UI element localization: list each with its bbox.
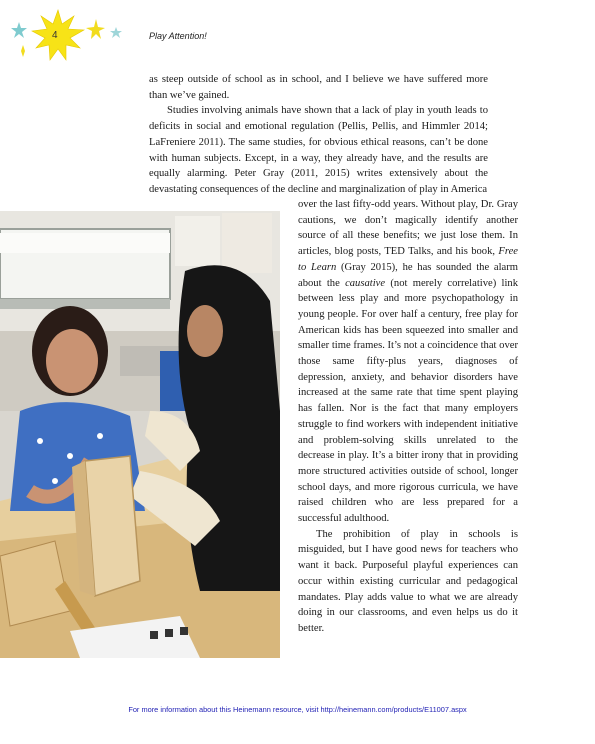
running-head: Play Attention! bbox=[149, 31, 207, 41]
book-title: Free to Learn bbox=[298, 246, 518, 273]
paragraph-continued: as steep outside of school as in school, and I believe we have suffered more than we’ve gained. bbox=[149, 74, 488, 101]
text-segment: over the last fifty-odd years. Without play, Dr. Gray cautions, we don’t magically identify another source of all these benefits; we just lose them. In articles, blog posts, TED Talks, and his book, bbox=[298, 199, 518, 258]
top-text-block bbox=[149, 72, 488, 198]
diamond-icon bbox=[21, 45, 25, 57]
text-segment: (Gray 2015), he has sounded the alarm about the bbox=[298, 261, 518, 289]
paragraph-studies: Studies involving animals have shown that a lack of play in youth leads to deficits in social and emotional regulation (Pellis, Pellis, and Himmler 2014; LaFreniere 2011). The same studies, for obvious ethical reasons, can’t be done with human subjects. Except, in a way, they already have, and the results are equally alarming. Peter Gray (2011, 2015) writes extensively about the devastating consequences of the decline and marginalization of play in America bbox=[149, 105, 488, 195]
page-header bbox=[0, 0, 595, 70]
right-column-text bbox=[298, 197, 518, 637]
teal-star-small-icon bbox=[110, 27, 122, 38]
classroom-photo-icon bbox=[0, 211, 280, 658]
paragraph-gray bbox=[298, 197, 518, 527]
teal-star-icon bbox=[11, 22, 27, 38]
text-segment: (not merely correlative) link between less play and more psychopathology in young people. For over half a century, free play for American kids has been squeezed into smaller and smaller time frames. It’s not a coincidence that over those same fifty-plus years, diagnoses of depression, anxiety, and behavior disorders have increased at the same rate that time spent playing has fallen. Nor is the fact that many employers struggle to find workers with independent initiative and problem-solving skills unrelated to the decrease in play. It’s a bitter irony that in providing more structured activities outside of school, longer school days, and more rigorous curricula, we have raised children who are less prepared for a successful adulthood. bbox=[298, 277, 518, 525]
yellow-star-icon bbox=[86, 19, 105, 39]
footer bbox=[0, 705, 595, 714]
emphasis-causative: causative bbox=[345, 277, 386, 289]
sun-stars-icon bbox=[0, 0, 140, 70]
footer-link[interactable]: For more information about this Heinemann resource, visit http://heinemann.com/products/E11007.aspx bbox=[128, 705, 467, 714]
sun-icon bbox=[32, 10, 84, 60]
paragraph-prohibition: The prohibition of play in schools is misguided, but I have good news for teachers who want it back. Purposeful playful experiences can occur within existing curricular and pedagogical mandates. Play adds value to what we are already doing in our classrooms, and even helps us do it better. bbox=[298, 528, 518, 634]
classroom-photo bbox=[0, 211, 280, 658]
page-number: 4 bbox=[52, 30, 58, 41]
